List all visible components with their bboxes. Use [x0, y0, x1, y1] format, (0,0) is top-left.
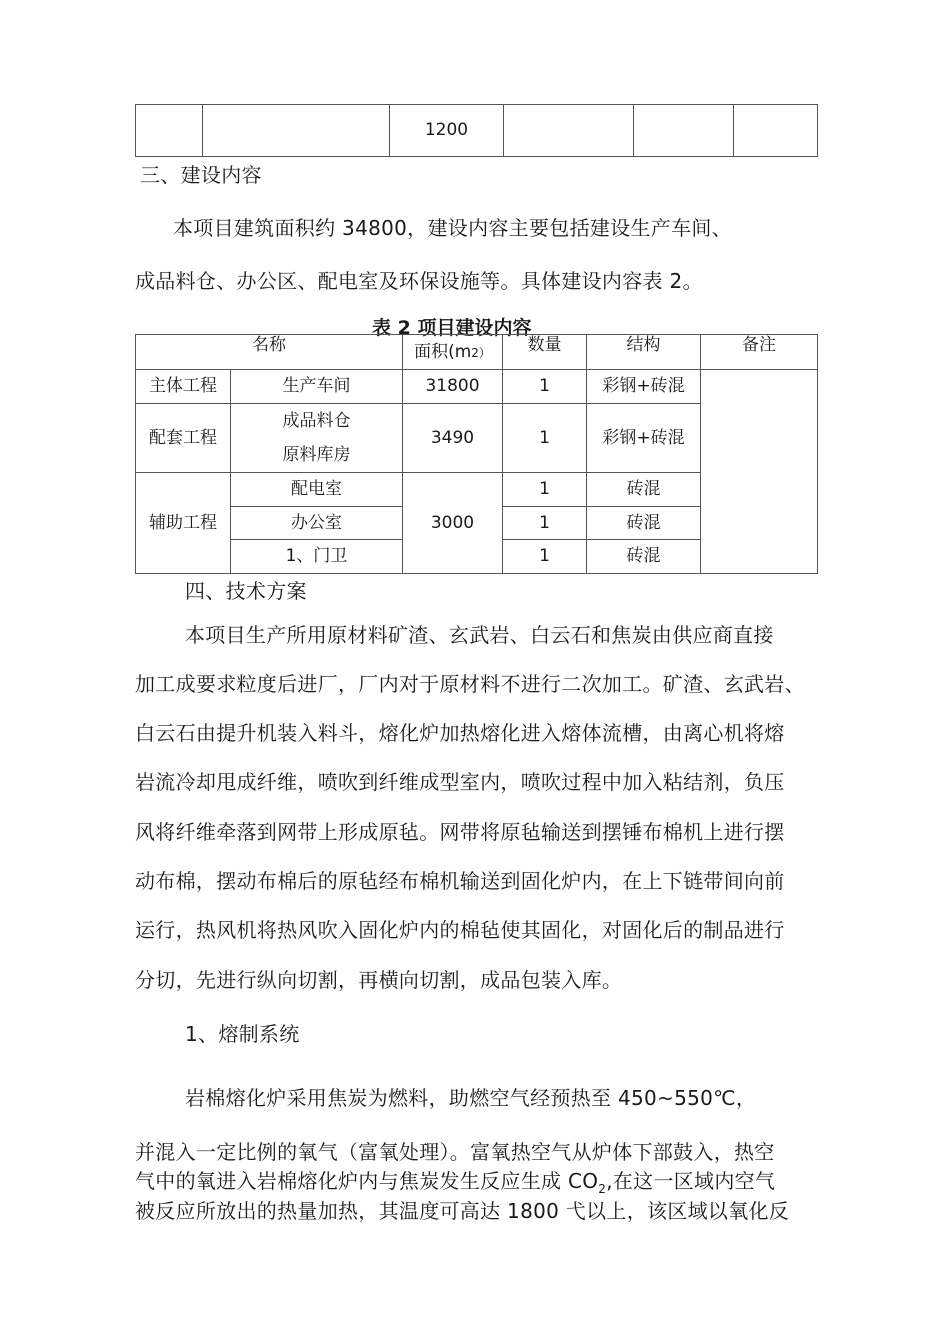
paragraph-line: 分切，先进行纵向切割，再横向切割，成品包装入库。 — [135, 968, 623, 992]
note-cell — [701, 370, 818, 574]
section-heading-3: 三、建设内容 — [140, 163, 262, 187]
item-cell: 配电室 — [231, 473, 403, 507]
category-cell: 配套工程 — [136, 404, 231, 473]
table-cell — [504, 105, 634, 157]
paragraph-line: 岩棉熔化炉采用焦炭为燃料，助燃空气经预热至 450~550℃， — [185, 1086, 757, 1110]
paragraph-line: 白云石由提升机装入料斗，熔化炉加热熔化进入熔体流槽，由离心机将熔 — [135, 721, 785, 745]
area-cell: 31800 — [403, 370, 503, 404]
area-cell: 3000 — [403, 473, 503, 574]
paragraph-line: 动布棉，摆动布棉后的原毡经布棉机输送到固化炉内，在上下链带间向前 — [135, 869, 785, 893]
header-count: 数量 — [503, 335, 587, 370]
table-cell — [634, 105, 734, 157]
count-cell: 1 — [503, 473, 587, 507]
table-cell: 1200 — [390, 105, 504, 157]
subscript: 2 — [598, 1182, 607, 1196]
structure-cell: 彩钢+砖混 — [587, 404, 701, 473]
paragraph-line: 运行，热风机将热风吹入固化炉内的棉毡使其固化，对固化后的制品进行 — [135, 918, 785, 942]
item-cell: 办公室 — [231, 507, 403, 540]
area-cell: 3490 — [403, 404, 503, 473]
section-heading-4: 四、技术方案 — [185, 579, 307, 603]
header-name: 名称 — [136, 335, 403, 370]
table-cell — [136, 105, 203, 157]
item-cell: 生产车间 — [231, 370, 403, 404]
item-cell — [231, 404, 403, 473]
structure-cell: 砖混 — [587, 473, 701, 507]
table-caption: 表 2 项目建设内容 — [372, 317, 532, 339]
structure-cell: 砖混 — [587, 507, 701, 540]
paragraph-line: 成品料仓、办公区、配电室及环保设施等。具体建设内容表 2。 — [135, 269, 703, 293]
category-cell: 主体工程 — [136, 370, 231, 404]
paragraph-line: 本项目建筑面积约 34800，建设内容主要包括建设生产车间、 — [173, 216, 732, 240]
text-run: ,在这一区域内空气 — [606, 1169, 776, 1193]
table-1 — [135, 104, 818, 157]
count-cell: 1 — [503, 404, 587, 473]
table-row — [136, 105, 818, 157]
paragraph-line: 本项目生产所用原材料矿渣、玄武岩、白云石和焦炭由供应商直接 — [185, 623, 774, 647]
item-label: 原料库房 — [282, 445, 351, 465]
paragraph-line: 并混入一定比例的氧气（富氧处理）。富氧热空气从炉体下部鼓入，热空 — [135, 1140, 775, 1164]
paragraph-line: 加工成要求粒度后进厂，厂内对于原材料不进行二次加工。矿渣、玄武岩、 — [135, 672, 805, 696]
header-area-unit: 2） — [471, 345, 491, 360]
structure-cell: 砖混 — [587, 540, 701, 574]
table-2 — [135, 334, 818, 574]
paragraph-line: 被反应所放出的热量加热，其温度可高达 1800 弋以上，该区域以氧化反 — [135, 1199, 790, 1223]
header-structure: 结构 — [587, 335, 701, 370]
count-cell: 1 — [503, 507, 587, 540]
table-cell — [203, 105, 390, 157]
paragraph-line: 风将纤维牵落到网带上形成原毡。网带将原毡输送到摆锤布棉机上进行摆 — [135, 820, 785, 844]
header-area-label: 面积(m — [414, 341, 472, 362]
table-cell — [734, 105, 818, 157]
item-label: 成品料仓 — [282, 411, 351, 431]
header-note: 备注 — [701, 335, 818, 370]
count-cell: 1 — [503, 370, 587, 404]
category-cell: 辅助工程 — [136, 473, 231, 574]
sub-heading: 1、熔制系统 — [185, 1022, 300, 1046]
paragraph-line — [135, 1165, 775, 1196]
text-run: 气中的氧进入岩棉熔化炉内与焦炭发生反应生成 CO — [135, 1169, 599, 1193]
count-cell: 1 — [503, 540, 587, 574]
header-area — [403, 335, 503, 370]
table-header-row — [136, 335, 818, 370]
item-cell: 1、门卫 — [231, 540, 403, 574]
table-row — [136, 370, 818, 404]
structure-cell: 彩钢+砖混 — [587, 370, 701, 404]
paragraph-line: 岩流冷却甩成纤维，喷吹到纤维成型室内，喷吹过程中加入粘结剂，负压 — [135, 770, 785, 794]
